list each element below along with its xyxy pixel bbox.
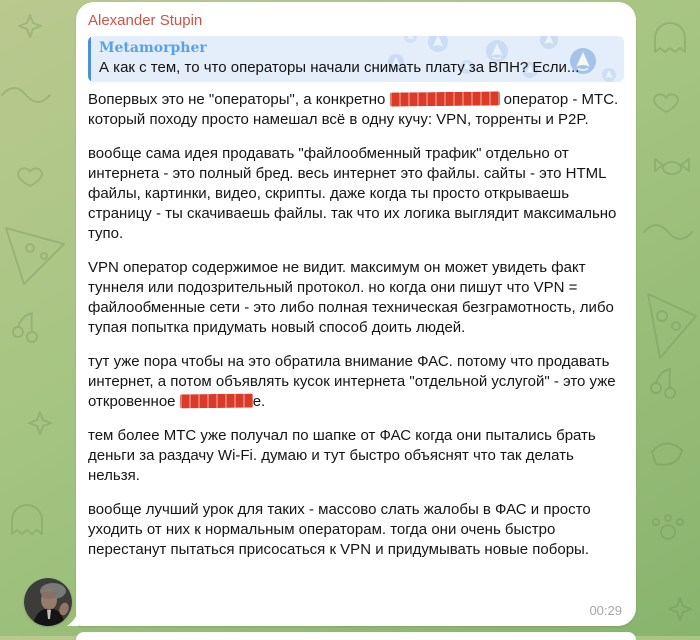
sender-name[interactable]: Alexander Stupin	[88, 12, 203, 29]
message-timestamp: 00:29	[589, 603, 622, 618]
message-paragraph	[88, 258, 624, 338]
quote-preview-text: А как с тем, то что операторы начали снимать плату за ВПН? Если...	[99, 59, 580, 76]
message-paragraph	[88, 500, 624, 560]
text-segment: Вопервых это не "операторы", а конкретно	[88, 91, 390, 108]
reply-quote[interactable]	[88, 36, 624, 82]
text-segment: оператор - МТС. который походу просто намешал всё в одну кучу: VPN, торренты и P2P.	[88, 91, 619, 128]
message-bubble	[76, 2, 636, 626]
message-paragraph	[88, 90, 624, 130]
message-paragraph	[88, 352, 624, 412]
profile-photo-icon	[24, 578, 72, 626]
text-segment: тут уже пора чтобы на это обратила внимание ФАС. потому что продавать интернет, а потом объявлять кусок интернета "отдельной услугой" - это уже откровенное	[88, 353, 616, 410]
text-segment: вообще лучший урок для таких - массово слать жалобы в ФАС и просто уходить от них к нормальным операторам. тогда они очень быстро перестанут пытаться присосаться к VPN и придумывать новые поборы.	[88, 501, 591, 558]
text-segment: вообще сама идея продавать "файлообменный трафик" отдельно от интернета - это полный бред. весь интернет это файлы. сайты - это HTML файлы, картинки, видео, скрипты. даже когда ты просто открываешь страницу - ты скачиваешь файлы. так что их логика выглядит максимально тупо.	[88, 145, 617, 242]
message-paragraph	[88, 426, 624, 486]
message-text	[88, 90, 624, 560]
text-segment: е.	[252, 393, 266, 410]
next-message-bubble	[76, 632, 636, 640]
message-paragraph	[88, 144, 624, 244]
redacted-text	[180, 394, 253, 409]
text-segment: VPN оператор содержимое не видит. максимум он может увидеть факт туннеля или подозрительный протокол. но когда они пишут что VPN = файлообменные сети - это либо полная техническая безграмотность, либо тупая попытка придумать новый способ доить людей.	[88, 259, 614, 336]
avatar[interactable]	[24, 578, 72, 626]
text-segment: тем более МТС уже получал по шапке от ФАС когда они пытались брать деньги за раздачу Wi-Fi. думаю и тут быстро объяснят что так делать нельзя.	[88, 427, 596, 484]
redacted-text	[389, 91, 499, 106]
quote-accent-bar	[88, 36, 91, 82]
quote-author: Metamorpher	[99, 40, 207, 56]
